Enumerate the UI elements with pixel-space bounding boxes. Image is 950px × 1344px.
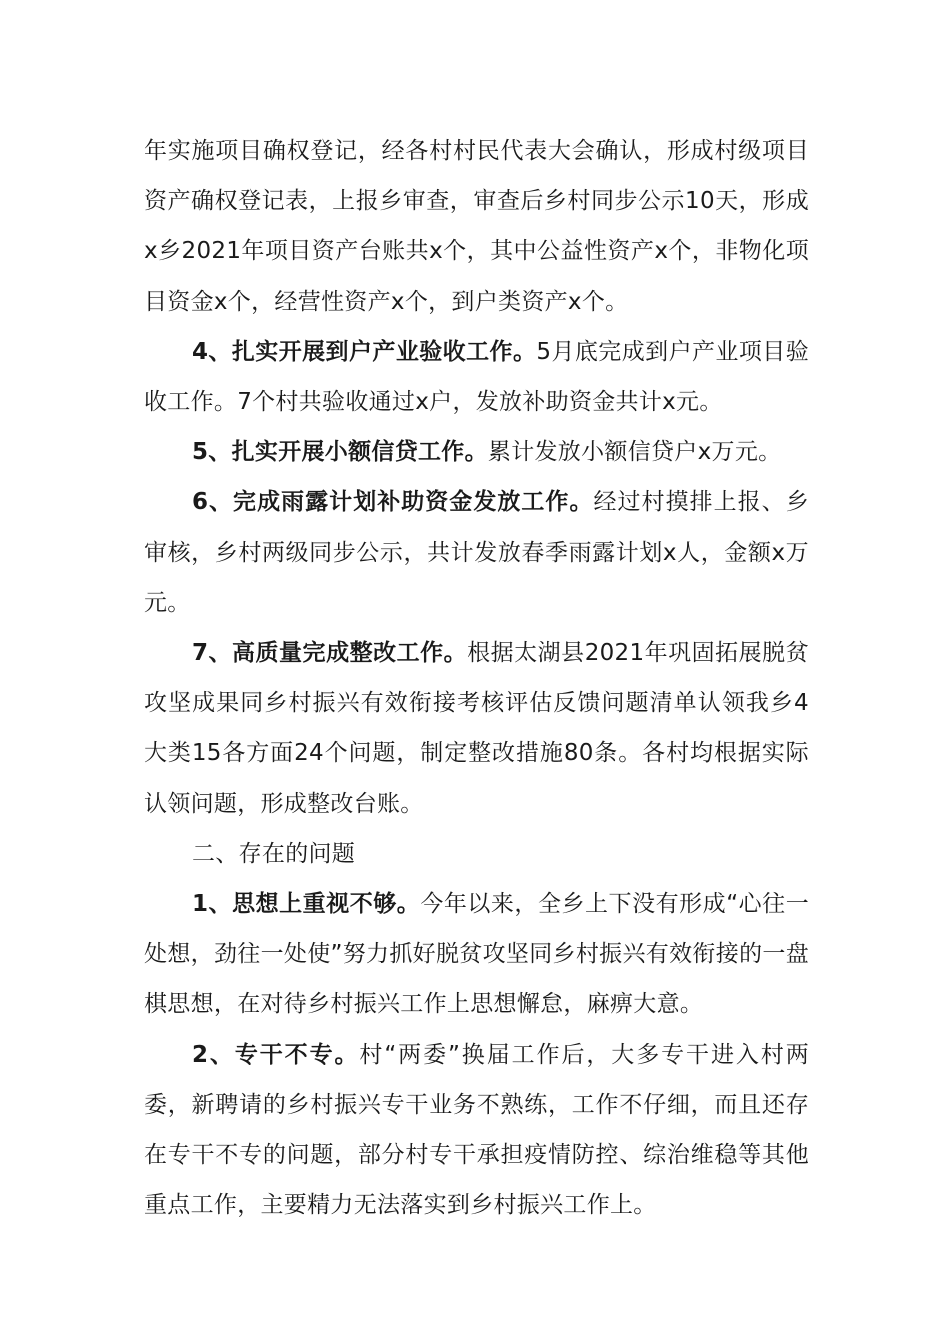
paragraph-heading: 4、扎实开展到户产业验收工作。 [192,338,537,365]
paragraph-heading: 1、思想上重视不够。 [192,891,421,918]
paragraph-heading: 2、专干不专。 [192,1041,360,1068]
paragraph-rectification [144,628,809,829]
section-heading-problems [144,829,809,879]
paragraph-text: 累计发放小额信贷户x万元。 [487,439,782,466]
paragraph-text: 今年以来，全乡上下没有形成“心往一处想，劲往一处使”努力抓好脱贫攻坚同乡村振兴有效衔接的一盘棋思想，在对待乡村振兴工作上思想懈怠，麻痹大意。 [144,891,810,1018]
paragraph-yulu-subsidy [144,477,809,628]
paragraph-text: 根据太湖县2021年巩固拓展脱贫攻坚成果同乡村振兴有效衔接考核评估反馈问题清单认领我乡4大类15各方面24个问题，制定整改措施80条。各村均根据实际认领问题，形成整改台账。 [144,640,809,817]
paragraph-microcredit [144,427,809,477]
paragraph-project-asset-registration [144,126,809,327]
paragraph-text: 村“两委”换届工作后，大多专干进入村两委，新聘请的乡村振兴专干业务不熟练，工作不仔细，而且还存在专干不专的问题，部分村专干承担疫情防控、综治维稳等其他重点工作，主要精力无法落实到乡村振兴工作上。 [144,1041,809,1219]
paragraph-heading: 6、完成雨露计划补助资金发放工作。 [192,489,594,516]
paragraph-text: 5月底完成到户产业项目验收工作。7个村共验收通过x户，发放补助资金共计x元。 [144,338,809,416]
paragraph-heading: 5、扎实开展小额信贷工作。 [192,439,488,466]
paragraph-household-industry-acceptance [144,327,809,427]
document-body [144,126,809,1230]
paragraph-text: 经过村摸排上报、乡审核，乡村两级同步公示，共计发放春季雨露计划x人，金额x万元。 [144,489,810,616]
section-title: 二、存在的问题 [192,840,356,867]
paragraph-insufficient-attention [144,879,809,1030]
paragraph-heading: 7、高质量完成整改工作。 [192,640,468,667]
paragraph-text: 年实施项目确权登记，经各村村民代表大会确认，形成村级项目资产确权登记表，上报乡审查，审查后乡村同步公示10天，形成x乡2021年项目资产台账共x个，其中公益性资产x个，非物化项目资金x个，经营性资产x个，到户类资产x个。 [144,138,809,315]
paragraph-staff-not-dedicated [144,1030,809,1231]
